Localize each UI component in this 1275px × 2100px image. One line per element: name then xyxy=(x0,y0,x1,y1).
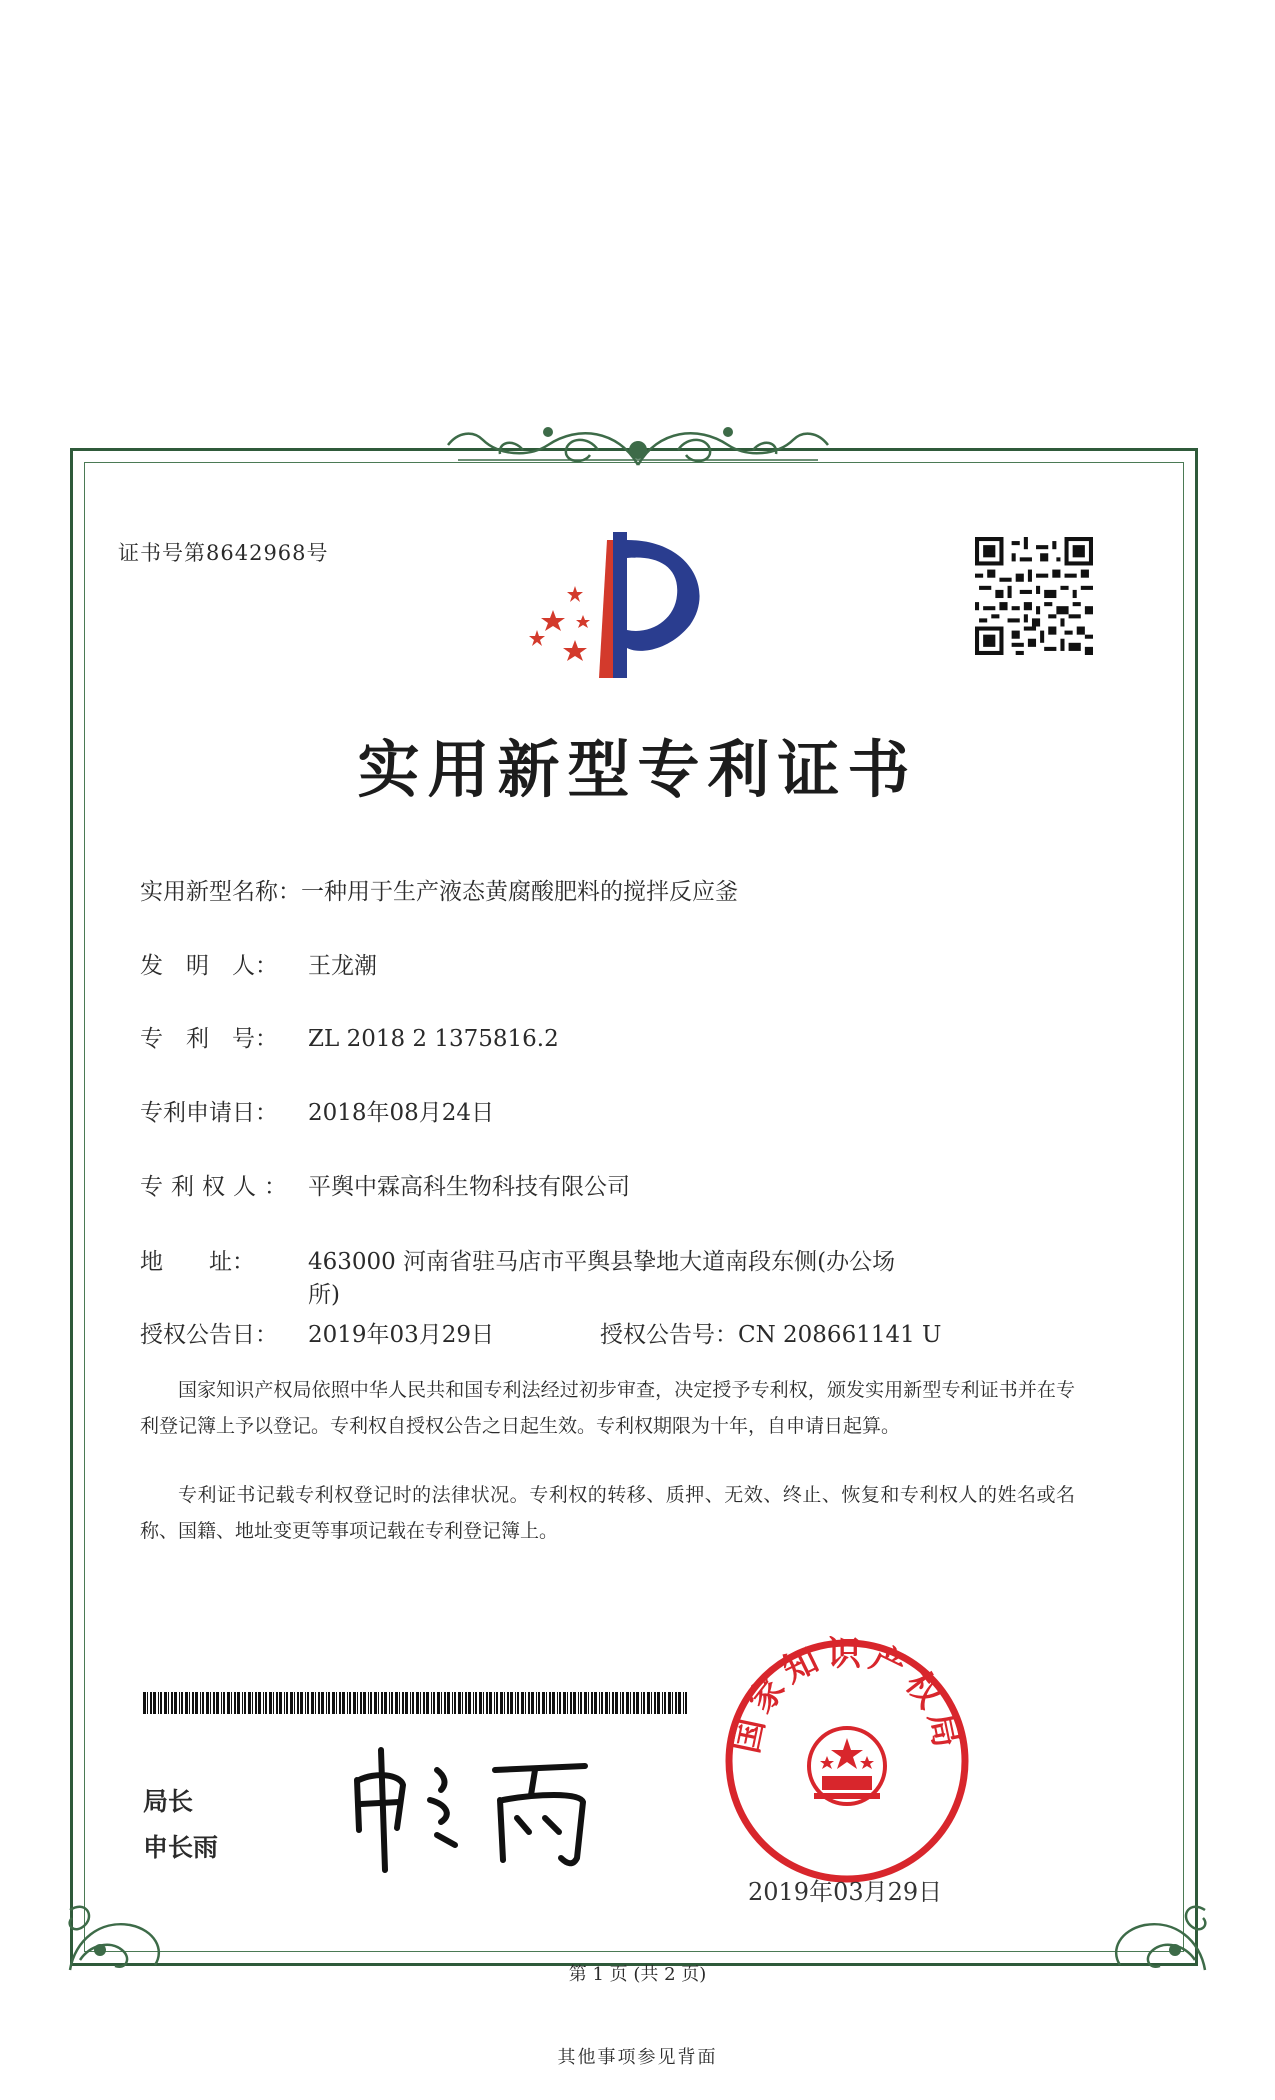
certificate-title: 实用新型专利证书 xyxy=(357,733,918,806)
field-label: 授权公告号： xyxy=(600,1322,738,1348)
patent-office-logo-icon xyxy=(515,530,715,680)
body-paragraph-2 xyxy=(140,1477,1075,1549)
footer-note: 其他事项参见背面 xyxy=(557,2047,718,2068)
field-patent-number xyxy=(140,1020,559,1053)
official-seal-icon xyxy=(722,1636,972,1886)
barcode-icon xyxy=(143,1692,693,1714)
certificate-number: 证书号第8642968号 xyxy=(118,541,329,565)
field-label: 专利申请日： xyxy=(140,1100,278,1126)
field-value: CN 208661141 U xyxy=(738,1322,942,1348)
field-label: 地 址： xyxy=(140,1249,255,1275)
director-name: 申长雨 xyxy=(143,1833,219,1862)
field-grant-number xyxy=(600,1316,941,1349)
field-label: 发 明 人： xyxy=(140,953,278,979)
field-value: ZL 2018 2 1375816.2 xyxy=(308,1026,559,1052)
field-inventor xyxy=(140,947,377,980)
field-label: 专 利 号： xyxy=(140,1026,278,1052)
top-ornament-icon xyxy=(428,410,848,480)
seal-date: 2019年03月29日 xyxy=(748,1878,943,1906)
field-grant-date xyxy=(140,1316,494,1349)
paragraph-text: 国家知识产权局依照中华人民共和国专利法经过初步审查，决定授予专利权，颁发实用新型专利证书并在专利登记簿上予以登记。专利权自授权公告之日起生效。专利权期限为十年，自申请日起算。 xyxy=(140,1379,1075,1437)
director-title: 局长 xyxy=(143,1787,194,1816)
field-value: 2019年03月29日 xyxy=(308,1322,495,1348)
field-filing-date xyxy=(140,1094,494,1127)
field-value: 平舆中霖高科生物科技有限公司 xyxy=(308,1174,630,1200)
field-label: 专利权人： xyxy=(140,1174,295,1200)
field-value: 463000 河南省驻马店市平舆县挚地大道南段东侧(办公场 xyxy=(308,1249,896,1275)
field-value: 2018年08月24日 xyxy=(308,1100,495,1126)
handwritten-signature-icon xyxy=(345,1740,605,1880)
field-label: 实用新型名称： xyxy=(140,879,301,905)
paragraph-text: 专利证书记载专利权登记时的法律状况。专利权的转移、质押、无效、终止、恢复和专利权人的姓名或名称、国籍、地址变更等事项记载在专利登记簿上。 xyxy=(140,1484,1075,1542)
field-value: 王龙潮 xyxy=(308,953,377,979)
body-paragraph-1 xyxy=(140,1372,1075,1444)
field-patentee xyxy=(140,1168,630,1201)
field-address xyxy=(140,1243,895,1276)
qr-code-icon xyxy=(975,537,1093,655)
certificate-inner-frame xyxy=(84,462,1184,1952)
field-address-continuation: 所) xyxy=(308,1282,340,1308)
field-label: 授权公告日： xyxy=(140,1322,278,1348)
seal-text: 国家知识产权局 xyxy=(726,1636,968,1757)
page-number: 第 1 页 (共 2 页) xyxy=(568,1964,707,1985)
field-utility-model-name xyxy=(140,873,738,906)
field-value: 一种用于生产液态黄腐酸肥料的搅拌反应釜 xyxy=(301,879,738,905)
